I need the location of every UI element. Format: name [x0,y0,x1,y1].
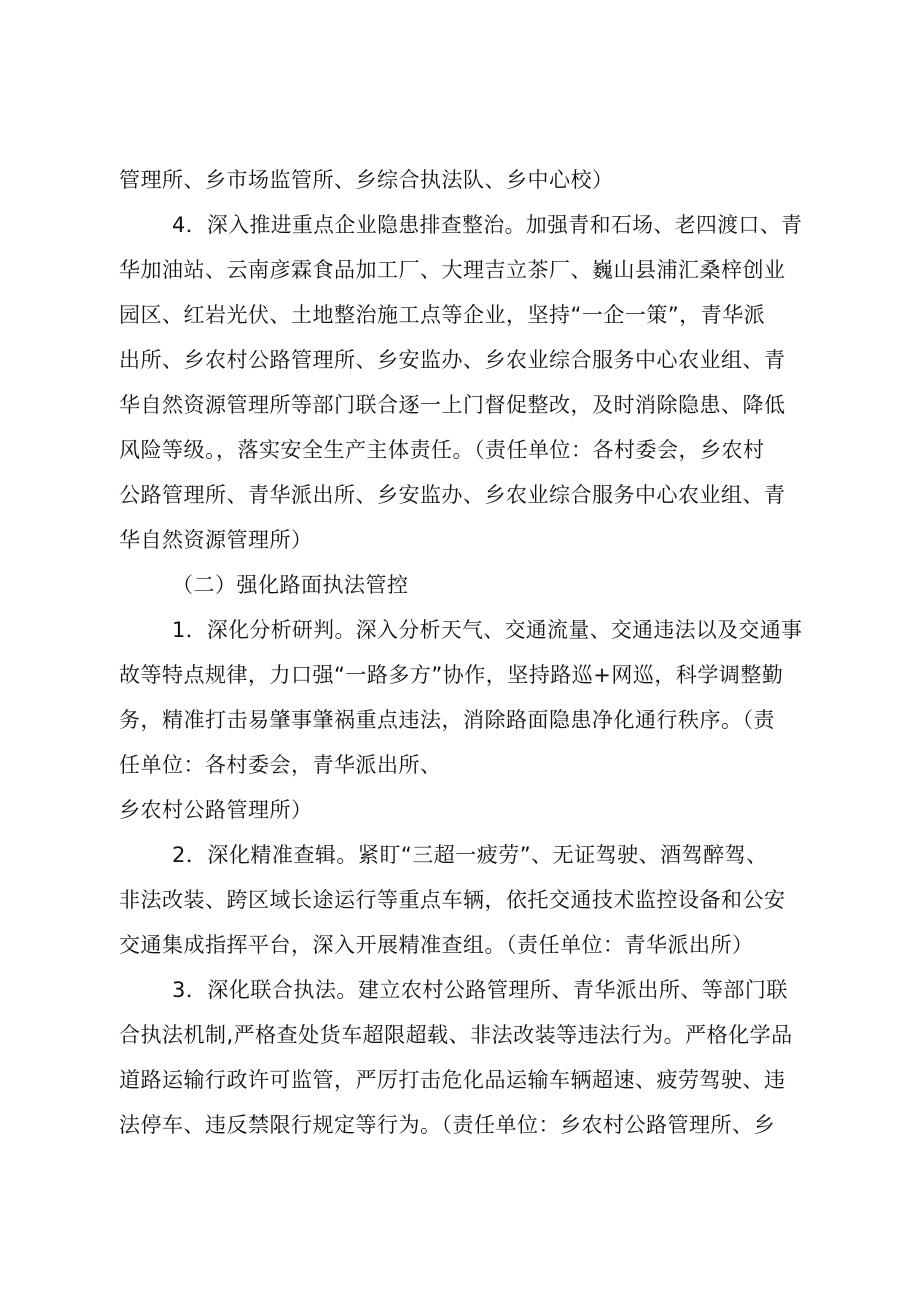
text-line: 华自然资源管理所等部门联合逐一上门督促整改，及时消除隐患、降低 [119,393,786,417]
text-line: 交通集成指挥平台，深入开展精准查组。（责任单位：青华派出所） [119,933,754,957]
text-line: 公路管理所、青华派出所、乡安监办、乡农业综合服务中心农业组、青 [119,483,786,507]
text-line: 3．深化联合执法。建立农村公路管理所、青华派出所、等部门联 [172,978,788,1002]
text-line: 非法改装、跨区域长途运行等重点车辆，依托交通技术监控设备和公安 [119,888,786,912]
text-line: 园区、红岩光伏、土地整治施工点等企业，坚持“一企一策”，青华派 [119,303,766,327]
text-line: 出所、乡农村公路管理所、乡安监办、乡农业综合服务中心农业组、青 [119,348,786,372]
text-line: 华自然资源管理所） [119,528,313,552]
text-line: 道路运输行政许可监管，严厉打击危化品运输车辆超速、疲劳驾驶、违 [119,1068,786,1092]
text-line: 1．深化分析研判。深入分析天气、交通流量、交通违法以及交通事 [172,618,803,642]
text-line: 故等特点规律，力口强“一路多方”协作，坚持路巡+网巡，科学调整勤 [119,663,784,687]
text-line: 2．深化精准查辑。紧盯“三超一疲劳”、无证驾驶、酒驾醉驾、 [172,843,768,867]
text-line: 乡农村公路管理所） [119,798,313,822]
text-line: 合执法机制,严格查处货车超限超载、非法改装等违法行为。严格化学品 [119,1023,793,1047]
text-line: 风险等级。，落实安全生产主体责任。（责任单位：各村委会，乡农村 [119,438,765,462]
text-line: 法停车、违反禁限行规定等行为。（责任单位：乡农村公路管理所、乡 [119,1113,775,1137]
section-heading: （二）强化路面执法管控 [172,573,409,597]
text-line: 管理所、乡市场监管所、乡综合执法队、乡中心校） [119,168,614,192]
text-line: 4．深入推进重点企业隐患排查整治。加强青和石场、老四渡口、青 [172,213,803,237]
text-line: 任单位：各村委会，青华派出所、 [119,753,442,777]
text-line: 华加油站、云南彦霖食品加工厂、大理吉立茶厂、巍山县浦汇桑梓创业 [119,258,786,282]
text-line: 务，精准打击易肇事肇祸重点违法，消除路面隐患净化通行秩序。（责 [119,708,775,732]
